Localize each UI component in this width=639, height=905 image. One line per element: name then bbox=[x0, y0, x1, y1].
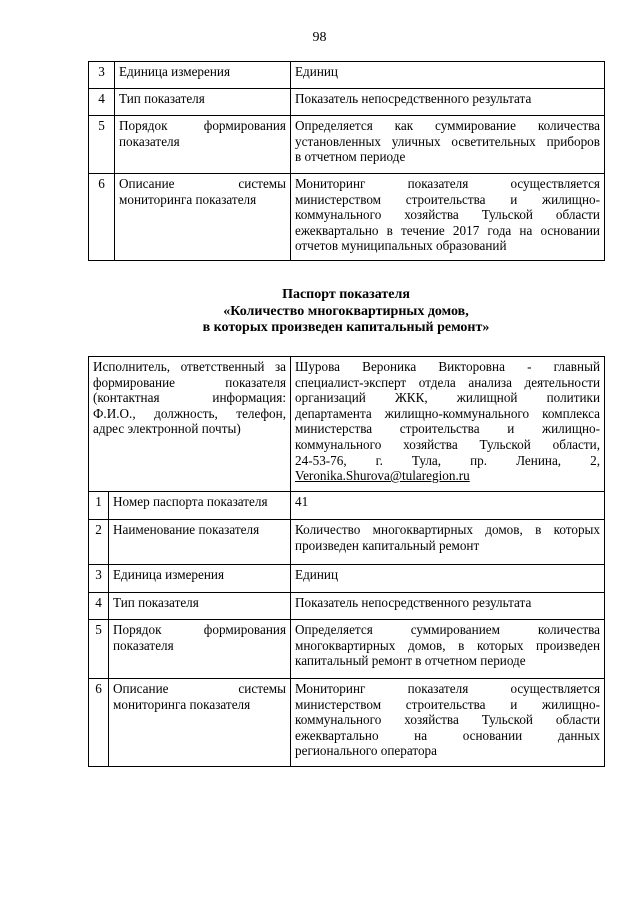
row-value: Единиц bbox=[291, 565, 605, 593]
row-value: 41 bbox=[291, 492, 605, 520]
row-value: Единиц bbox=[291, 62, 605, 89]
row-value: Мониторинг показателя осуществляется министерством строительства и жилищно- коммунального хозяйства Тульской области ежеквартально на основании данных регионального оператора bbox=[291, 679, 605, 767]
table-row bbox=[89, 620, 605, 679]
row-value: Количество многоквартирных домов, в которых произведен капитальный ремонт bbox=[291, 520, 605, 565]
row-label: Тип показателя bbox=[109, 593, 291, 620]
executor-value: Шурова Вероника Викторовна - главный специалист-эксперт отдела анализа деятельности организаций ЖКК, жилищной политики департамента жилищно-коммунального комплекса министерства строительства и жилищно- коммунального хозяйства Тульской области, 24-53-76, г. Тула, пр. Ленина, 2, Veronika.Shurova@tularegion.ru bbox=[291, 357, 605, 492]
row-label: Тип показателя bbox=[115, 89, 291, 116]
executor-row bbox=[89, 357, 605, 492]
row-label: Единица измерения bbox=[115, 62, 291, 89]
row-number: 5 bbox=[89, 116, 115, 174]
row-label: Порядок формирования показателя bbox=[115, 116, 291, 174]
row-number: 3 bbox=[89, 62, 115, 89]
row-number: 3 bbox=[89, 565, 109, 593]
passport-heading-line3: в которых произведен капитальный ремонт» bbox=[202, 320, 490, 335]
table-row bbox=[89, 174, 605, 261]
row-label: Наименование показателя bbox=[109, 520, 291, 565]
row-label: Описание системы мониторинга показателя bbox=[115, 174, 291, 261]
table-row bbox=[89, 492, 605, 520]
row-label: Единица измерения bbox=[109, 565, 291, 593]
executor-email-link[interactable]: Veronika.Shurova@tularegion.ru bbox=[295, 468, 470, 484]
passport-heading-line1: Паспорт показателя bbox=[282, 287, 410, 302]
row-number: 2 bbox=[89, 520, 109, 565]
row-number: 6 bbox=[89, 679, 109, 767]
table-row bbox=[89, 679, 605, 767]
row-label: Порядок формирования показателя bbox=[109, 620, 291, 679]
row-value: Мониторинг показателя осуществляется министерством строительства и жилищно- коммунального хозяйства Тульской области ежеквартально в течение 2017 года на основании отчетов муниципальных образований bbox=[291, 174, 605, 261]
row-label: Номер паспорта показателя bbox=[109, 492, 291, 520]
passport-heading bbox=[88, 287, 604, 337]
row-value: Показатель непосредственного результата bbox=[291, 89, 605, 116]
table-row bbox=[89, 565, 605, 593]
table-row bbox=[89, 593, 605, 620]
row-number: 6 bbox=[89, 174, 115, 261]
row-label: Описание системы мониторинга показателя bbox=[109, 679, 291, 767]
table-row bbox=[89, 116, 605, 174]
executor-label: Исполнитель, ответственный за формирование показателя (контактная информация: Ф.И.О., должность, телефон, адрес электронной почты) bbox=[89, 357, 291, 492]
indicator-passport-table bbox=[88, 356, 605, 767]
row-number: 5 bbox=[89, 620, 109, 679]
table-row bbox=[89, 62, 605, 89]
indicator-table-continued bbox=[88, 61, 605, 261]
row-value: Показатель непосредственного результата bbox=[291, 593, 605, 620]
passport-heading-line2: «Количество многоквартирных домов, bbox=[223, 303, 469, 319]
table-row bbox=[89, 89, 605, 116]
row-number: 4 bbox=[89, 593, 109, 620]
row-number: 1 bbox=[89, 492, 109, 520]
row-number: 4 bbox=[89, 89, 115, 116]
page-number: 98 bbox=[312, 30, 327, 45]
row-value: Определяется как суммирование количества установленных уличных осветительных приборов в отчетном периоде bbox=[291, 116, 605, 174]
row-value: Определяется суммированием количества многоквартирных домов, в которых произведен капитальный ремонт в отчетном периоде bbox=[291, 620, 605, 679]
table-row bbox=[89, 520, 605, 565]
